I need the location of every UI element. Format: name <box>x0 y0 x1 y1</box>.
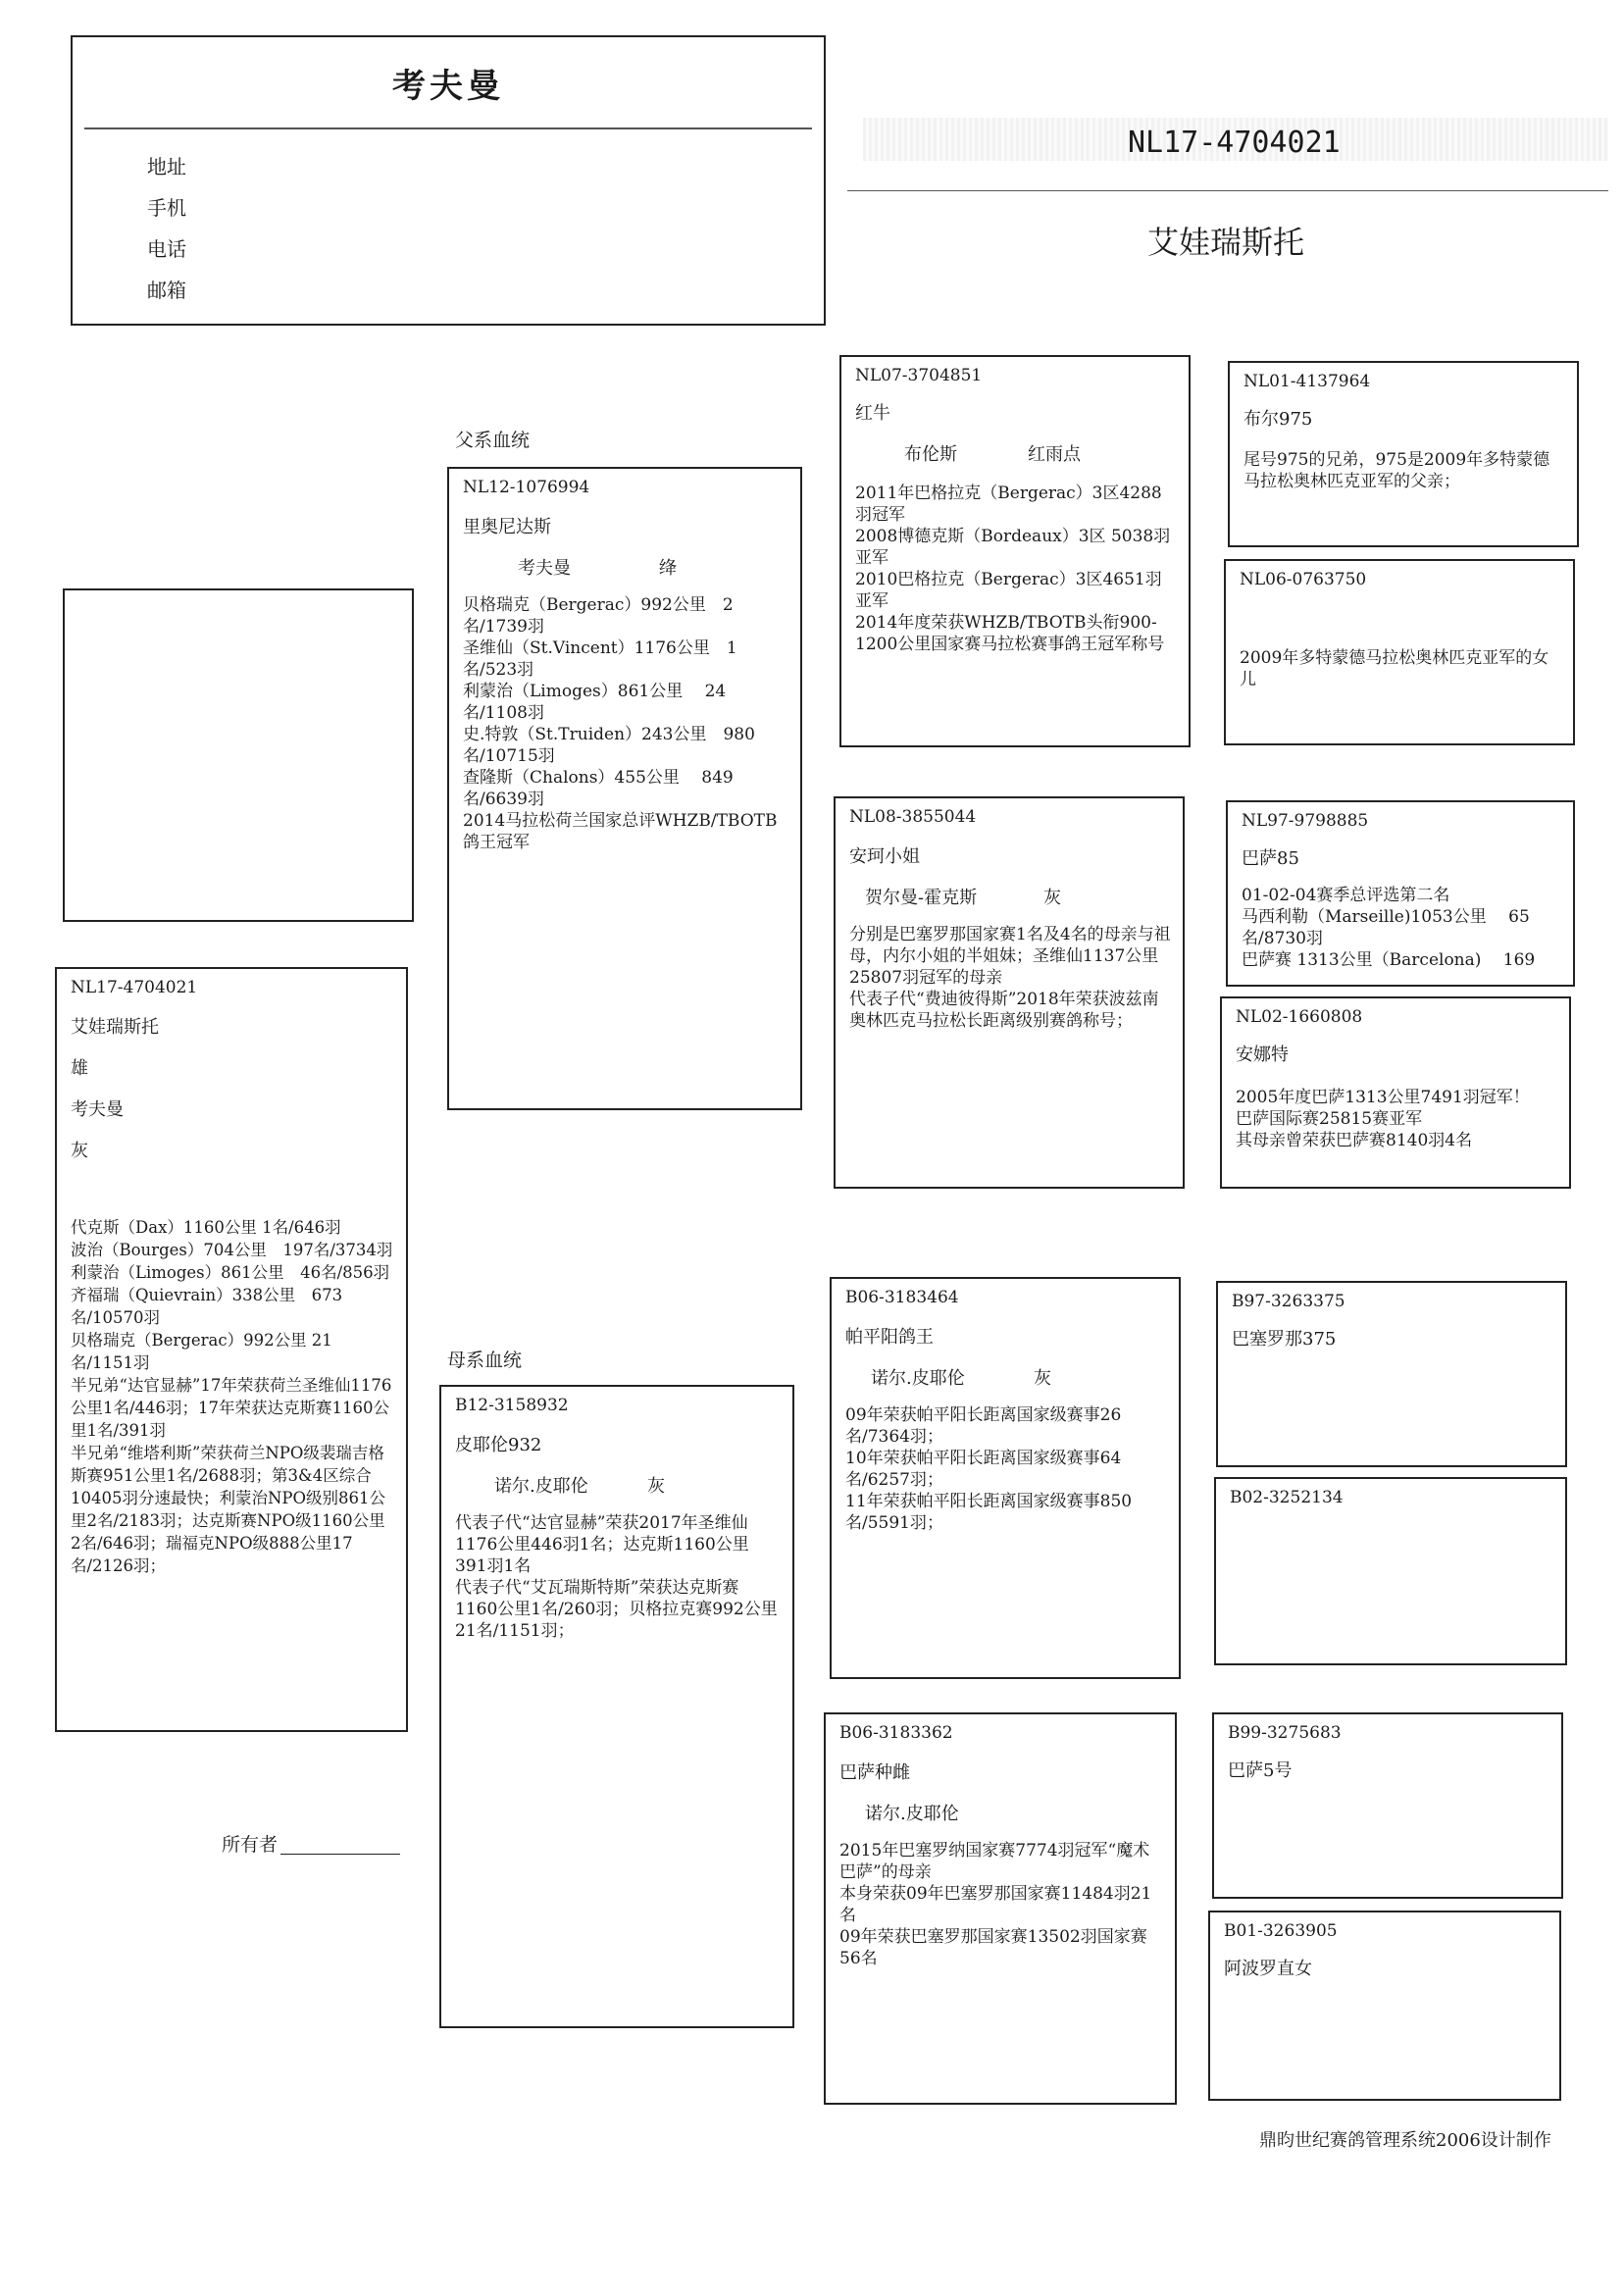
ssd-record: 2009年多特蒙德马拉松奥林匹克亚军的女儿 <box>1240 648 1549 689</box>
owner-field-mobile: 手机 <box>147 196 186 220</box>
ddd-ring: B01-3263905 <box>1224 1921 1338 1941</box>
owner-name: 考夫曼 <box>392 67 504 106</box>
sire-card <box>447 467 802 1110</box>
owner-field-phone: 电话 <box>147 237 186 261</box>
subject-ring: NL17-4704021 <box>71 978 198 997</box>
sire-sire-breeder: 布伦斯 <box>904 444 957 465</box>
dam-sire-card <box>830 1277 1181 1679</box>
sire-dam-record: 分别是巴塞罗那国家赛1名及4名的母亲与祖母，内尔小姐的半姐妹；圣维仙1137公里25807羽冠军的母亲 代表子代“费迪彼得斯”2018年荣获波兹南奥林匹克马拉松长距离级别赛鸽称号； <box>849 925 1171 1031</box>
header-divider <box>847 190 1608 191</box>
sire-ring: NL12-1076994 <box>463 478 590 497</box>
sire-sire-name: 红牛 <box>855 403 890 424</box>
dss-name: 巴塞罗那375 <box>1232 1329 1337 1350</box>
dam-sire-breeder: 诺尔.皮耶伦 <box>871 1368 965 1389</box>
dam-dam-ring: B06-3183362 <box>839 1723 953 1743</box>
ssd-ring: NL06-0763750 <box>1240 570 1367 589</box>
sire-dam-card <box>834 796 1185 1189</box>
sss-ring: NL01-4137964 <box>1243 372 1371 391</box>
dam-sire-name: 帕平阳鸽王 <box>845 1327 934 1348</box>
owner-field-address: 地址 <box>147 155 186 178</box>
sdd-record: 2005年度巴萨1313公里7491羽冠军！ 巴萨国际赛25815赛亚军 其母亲曾荣获巴萨赛8140羽4名 <box>1236 1088 1530 1150</box>
sire-record: 贝格瑞克（Bergerac）992公里 2名/1739羽 圣维仙（St.Vincent）1176公里 1名/523羽 利蒙治（Limoges）861公里 24名/1108羽 史.特敦（St.Truiden）243公里 980名/10715羽 查隆斯（Chalons）455公里 849名/6639羽 2014马拉松荷兰国家总评WHZB/TBOTB鸽王冠军 <box>463 595 778 852</box>
sds-ring: NL97-9798885 <box>1242 811 1369 831</box>
dds-name: 巴萨5号 <box>1228 1760 1293 1781</box>
sire-sire-card <box>839 355 1191 747</box>
sire-sire-color: 红雨点 <box>1028 444 1081 465</box>
sdd-card <box>1220 996 1571 1189</box>
dam-dam-card <box>824 1712 1177 2105</box>
sds-name: 巴萨85 <box>1242 848 1299 869</box>
dss-ring: B97-3263375 <box>1232 1292 1345 1311</box>
owner-field-email: 邮箱 <box>147 279 186 302</box>
owner-divider <box>84 127 812 129</box>
header-ring: NL17-4704021 <box>1128 126 1341 160</box>
dam-line-label: 母系血统 <box>447 1350 523 1371</box>
subject-card <box>55 967 408 1732</box>
dds-ring: B99-3275683 <box>1228 1723 1342 1743</box>
dds-card <box>1212 1712 1563 1899</box>
dam-breeder: 诺尔.皮耶伦 <box>494 1476 588 1497</box>
sdd-name: 安娜特 <box>1236 1045 1289 1065</box>
dam-card <box>439 1385 794 2028</box>
sire-breeder: 考夫曼 <box>518 558 571 579</box>
sds-card <box>1226 800 1575 987</box>
ddd-name: 阿波罗直女 <box>1224 1959 1312 1979</box>
subject-name: 艾娃瑞斯托 <box>71 1017 159 1038</box>
sire-color: 绛 <box>659 558 677 579</box>
sire-dam-name: 安珂小姐 <box>849 846 920 867</box>
ddd-card <box>1208 1911 1561 2101</box>
dam-sire-record: 09年荣获帕平阳长距离国家级赛事26名/7364羽； 10年荣获帕平阳长距离国家级赛事64名/6257羽； 11年荣获帕平阳长距离国家级赛事850名/5591羽； <box>845 1405 1133 1533</box>
sire-sire-ring: NL07-3704851 <box>855 366 983 385</box>
dsd-ring: B02-3252134 <box>1230 1488 1344 1507</box>
dam-dam-record: 2015年巴塞罗纳国家赛7774羽冠军“魔术巴萨”的母亲 本身荣获09年巴塞罗那国家赛11484羽21名 09年荣获巴塞罗那国家赛13502羽国家赛56名 <box>839 1841 1152 1968</box>
sdd-ring: NL02-1660808 <box>1236 1007 1363 1027</box>
dss-card <box>1216 1281 1567 1467</box>
subject-sex: 雄 <box>71 1058 88 1079</box>
owner-sign-label: 所有者 <box>222 1834 279 1856</box>
dam-sire-color: 灰 <box>1034 1368 1051 1389</box>
sss-record: 尾号975的兄弟，975是2009年多特蒙德马拉松奥林匹克亚军的父亲； <box>1243 450 1550 491</box>
dam-color: 灰 <box>647 1476 665 1497</box>
subject-breeder: 考夫曼 <box>71 1099 124 1120</box>
dam-ring: B12-3158932 <box>455 1396 569 1415</box>
subject-record: 代克斯（Dax）1160公里 1名/646羽 波治（Bourges）704公里 197名/3734羽 利蒙治（Limoges）861公里 46名/856羽 齐福瑞（Quievrain）338公里 673名/10570羽 贝格瑞克（Bergerac）992公里 21名/1151羽 半兄弟“达官显赫”17年荣获荷兰圣维仙1176公里1名/446羽；17年荣获达克斯赛1160公里1名/391羽 半兄弟“维塔利斯”荣获荷兰NPO级裴瑞吉格斯赛951公里1名/2688羽；第3&4区综合10405羽分速最快；利蒙治NPO级别861公里2名/2183羽；达克斯赛NPO级1160公里2名/646羽；瑞福克NPO级888公里17名/2126羽； <box>71 1218 393 1575</box>
sss-name: 布尔975 <box>1243 409 1313 430</box>
sire-dam-color: 灰 <box>1043 888 1061 908</box>
sds-record: 01-02-04赛季总评选第二名 马西利勒（Marseille)1053公里 65名/8730羽 巴萨赛 1313公里（Barcelona) 169 <box>1242 886 1536 970</box>
footer-credit: 鼎昀世纪赛鸽管理系统2006设计制作 <box>1259 2130 1551 2151</box>
owner-sign-line <box>280 1854 400 1855</box>
dam-name: 皮耶伦932 <box>455 1435 542 1455</box>
dam-sire-ring: B06-3183464 <box>845 1288 959 1307</box>
sss-card <box>1228 361 1579 547</box>
subject-color: 灰 <box>71 1141 88 1161</box>
sire-name: 里奥尼达斯 <box>463 517 551 537</box>
dam-dam-name: 巴萨种雌 <box>839 1762 910 1783</box>
dam-record: 代表子代“达官显赫”荣获2017年圣维仙1176公里446羽1名；达克斯1160公里391羽1名 代表子代“艾瓦瑞斯特斯”荣获达克斯赛1160公里1名/260羽；贝格拉克赛992公里21名/1151羽； <box>455 1513 778 1641</box>
sire-line-label: 父系血统 <box>455 430 531 451</box>
ssd-card <box>1224 559 1575 745</box>
dam-dam-breeder: 诺尔.皮耶伦 <box>865 1804 959 1824</box>
dsd-card <box>1214 1477 1567 1665</box>
photo-frame <box>63 588 414 922</box>
owner-box <box>71 35 826 326</box>
sire-sire-record: 2011年巴格拉克（Bergerac）3区4288羽冠军 2008博德克斯（Bordeaux）3区 5038羽 亚军 2010巴格拉克（Bergerac）3区4651羽亚军 2014年度荣获WHZB/TBOTB头衔900-1200公里国家赛马拉松赛事鸽王冠军称号 <box>855 484 1171 654</box>
sire-dam-breeder: 贺尔曼-霍克斯 <box>865 888 978 908</box>
header-name: 艾娃瑞斯托 <box>1147 224 1305 261</box>
sire-dam-ring: NL08-3855044 <box>849 807 977 827</box>
